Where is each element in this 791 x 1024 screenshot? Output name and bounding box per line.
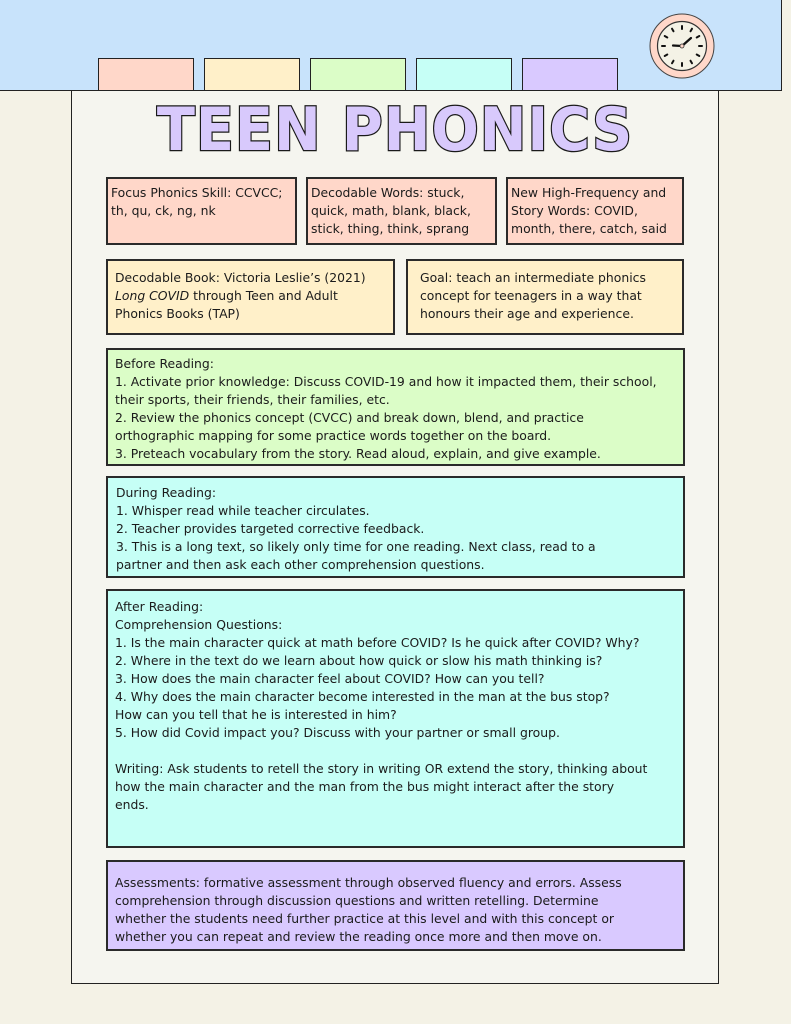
decodable-words-box: Decodable Words: stuck, quick, math, blank, black, stick, thing, think, sprang [306,177,497,245]
color-tab-lavender [522,58,618,91]
clock-icon [649,13,715,79]
decodable-book-box [106,259,395,335]
page-title: TEEN PHONICS [156,95,634,165]
assessments-box: Assessments: formative assessment through observed fluency and errors. Assess comprehension through discussion questions and written retelling. Determine whether the students need further practice at this level and with this concept or whether you can repeat and review the reading once more and then move on. [106,860,685,951]
color-tab-yellow [204,58,300,91]
book-line-3: Phonics Books (TAP) [115,306,240,321]
after-reading-box: After Reading: Comprehension Questions: 1. Is the main character quick at math before COVID? Is he quick after COVID? Why? 2. Where in the text do we learn about how quick or slow his math thinking is? 3. How does the main character feel about COVID? How can you tell? 4. Why does the main character become interested in the man at the bus stop? How can you tell that he is interested in him? 5. How did Covid impact you? Discuss with your partner or small group. Writing: Ask students to retell the story in writing OR extend the story, thinking about how the main character and the man from the bus might interact after the story ends. [106,589,685,848]
goal-box: Goal: teach an intermediate phonics concept for teenagers in a way that honours their age and experience. [406,259,684,335]
color-tab-green [310,58,406,91]
focus-skill-box: Focus Phonics Skill: CCVCC; th, qu, ck, ng, nk [106,177,297,245]
high-frequency-words-box: New High-Frequency and Story Words: COVID, month, there, catch, said [506,177,684,245]
during-reading-box: During Reading: 1. Whisper read while teacher circulates. 2. Teacher provides targeted corrective feedback. 3. This is a long text, so likely only time for one reading. Next class, read to a partner and then ask each other comprehension questions. [106,476,685,578]
color-tab-peach [98,58,194,91]
before-reading-box: Before Reading: 1. Activate prior knowledge: Discuss COVID-19 and how it impacted them, their school, their sports, their friends, their families, etc. 2. Review the phonics concept (CVCC) and break down, blend, and practice orthographic mapping for some practice words together on the board. 3. Preteach vocabulary from the story. Read aloud, explain, and give example. [106,348,685,466]
book-line-2: through Teen and Adult [189,288,338,303]
color-tab-cyan [416,58,512,91]
book-line-1: Decodable Book: Victoria Leslie’s (2021) [115,270,366,285]
book-title: Long COVID [115,288,190,303]
